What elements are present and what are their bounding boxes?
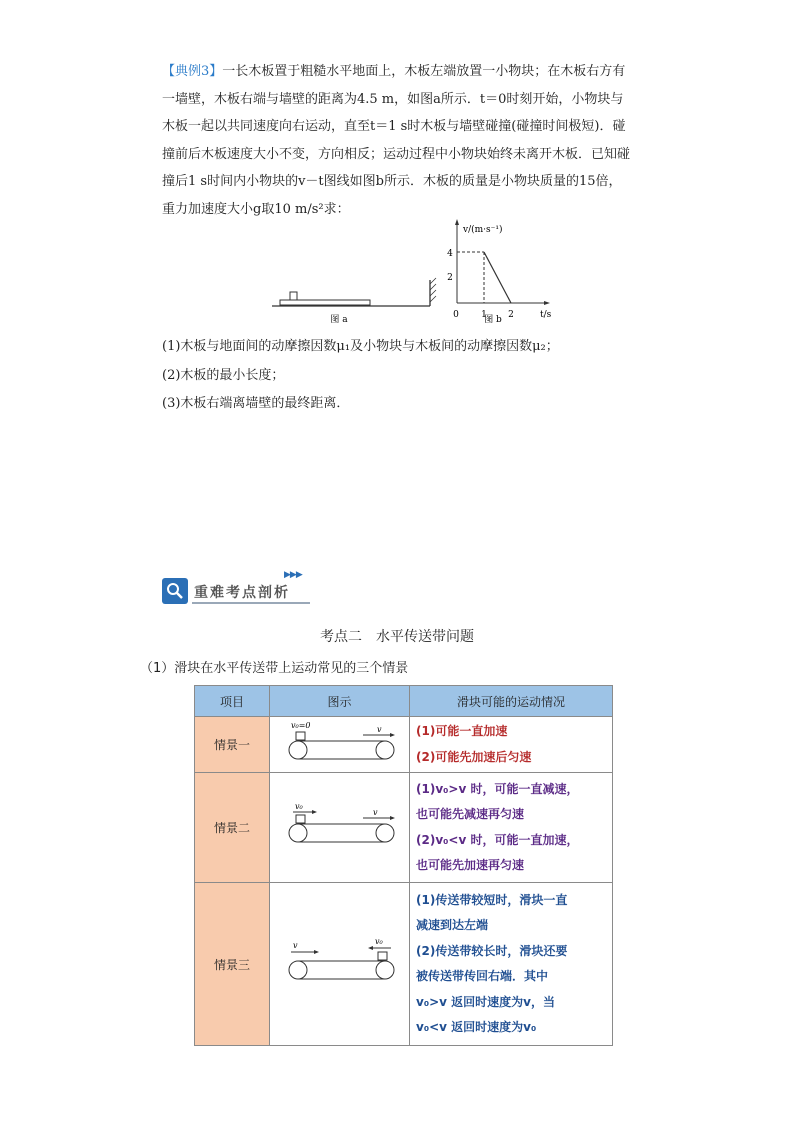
- table-row: [195, 883, 613, 1046]
- figure-b-xlabel: t/s: [540, 310, 552, 320]
- banner-title: 重难考点剖析: [194, 585, 290, 601]
- xtick-1: 1: [481, 310, 487, 320]
- desc-line: (2)可能先加速后匀速: [416, 749, 532, 764]
- fig-v0-label: v₀: [374, 937, 383, 946]
- question-3: (3)木板右端离墙壁的最终距离．: [162, 396, 350, 411]
- motion-desc: [410, 883, 613, 1046]
- section-title: 考点二 水平传送带问题: [320, 629, 474, 645]
- figure-a-caption: 图 a: [330, 315, 348, 325]
- desc-line: 也可能先加速再匀速: [416, 858, 525, 872]
- belt-figure: [270, 773, 410, 883]
- fig-v-label: v: [292, 940, 298, 950]
- problem-tag: 【典例3】: [162, 64, 223, 79]
- ytick-4: 4: [447, 249, 453, 259]
- desc-line: (2)v₀<v 时，可能一直加速，: [416, 832, 579, 847]
- figure-b: [447, 219, 552, 325]
- desc-line: v₀<v 返回时速度为v₀: [416, 1020, 537, 1034]
- fig-v0-label: v₀: [294, 802, 303, 811]
- triple-arrow-icon: ▶▶▶: [284, 570, 302, 580]
- desc-line: (2)传送带较长时，滑块还要: [416, 943, 568, 958]
- xtick-2: 2: [508, 310, 514, 320]
- motion-desc: [410, 773, 613, 883]
- magnifier-icon: [162, 578, 188, 604]
- xtick-0: 0: [453, 310, 459, 320]
- figures: [0, 0, 794, 330]
- fig-v-label: v: [376, 725, 382, 734]
- header-item: 项目: [195, 686, 270, 717]
- row-label: 情景二: [195, 773, 270, 883]
- fig-v-label: v: [372, 808, 378, 817]
- belt-figure: [270, 717, 410, 773]
- belt-figure: [270, 883, 410, 1046]
- table-header-row: [195, 686, 613, 717]
- desc-line: 减速到达左端: [416, 918, 489, 932]
- ytick-2: 2: [447, 273, 453, 283]
- question-1: (1)木板与地面间的动摩擦因数μ₁及小物块与木板间的动摩擦因数μ₂；: [162, 339, 559, 354]
- section-banner: [162, 570, 312, 606]
- problem-body: 一长木板置于粗糙水平地面上，木板左端放置一小物块；在木板右方有一墙壁，木板右端与墙壁的距离为4.5 m，如图a所示．t＝0时刻开始，小物块与木板一起以共同速度向右运动，直至t＝1 s时木板与墙壁碰撞(碰撞时间极短)．碰撞前后木板速度大小不变，方向相反；运动过程中小物块始终未离开木板．已知碰撞后1 s时间内小物块的v－t图线如图b所示．木板的质量是小物块质量的15倍，重力加速度大小g取10 m/s²求：: [162, 64, 631, 217]
- table-row: [195, 773, 613, 883]
- row-label: 情景一: [195, 717, 270, 773]
- motion-desc: [410, 717, 613, 773]
- figure-a: [272, 278, 436, 325]
- desc-line: v₀>v 返回时速度为v，当: [416, 994, 555, 1009]
- fig-v0-label: v₀=0: [290, 721, 311, 730]
- desc-line: 也可能先减速再匀速: [416, 807, 525, 821]
- header-motion: 滑块可能的运动情况: [410, 686, 613, 717]
- desc-line: 被传送带传回右端．其中: [416, 969, 549, 983]
- banner-underline: [192, 602, 310, 604]
- desc-line: (1)传送带较短时，滑块一直: [416, 892, 568, 907]
- figure-b-caption: 图 b: [484, 315, 502, 325]
- desc-line: (1)v₀>v 时，可能一直减速，: [416, 781, 579, 796]
- question-2: (2)木板的最小长度；: [162, 368, 285, 383]
- subheading: （1）滑块在水平传送带上运动常见的三个情景: [140, 661, 409, 676]
- figure-b-ylabel: v/(m·s⁻¹): [463, 225, 503, 235]
- table-row: [195, 717, 613, 773]
- desc-line: (1)可能一直加速: [416, 724, 508, 738]
- header-figure: 图示: [270, 686, 410, 717]
- row-label: 情景三: [195, 883, 270, 1046]
- conveyor-table: [194, 685, 613, 1046]
